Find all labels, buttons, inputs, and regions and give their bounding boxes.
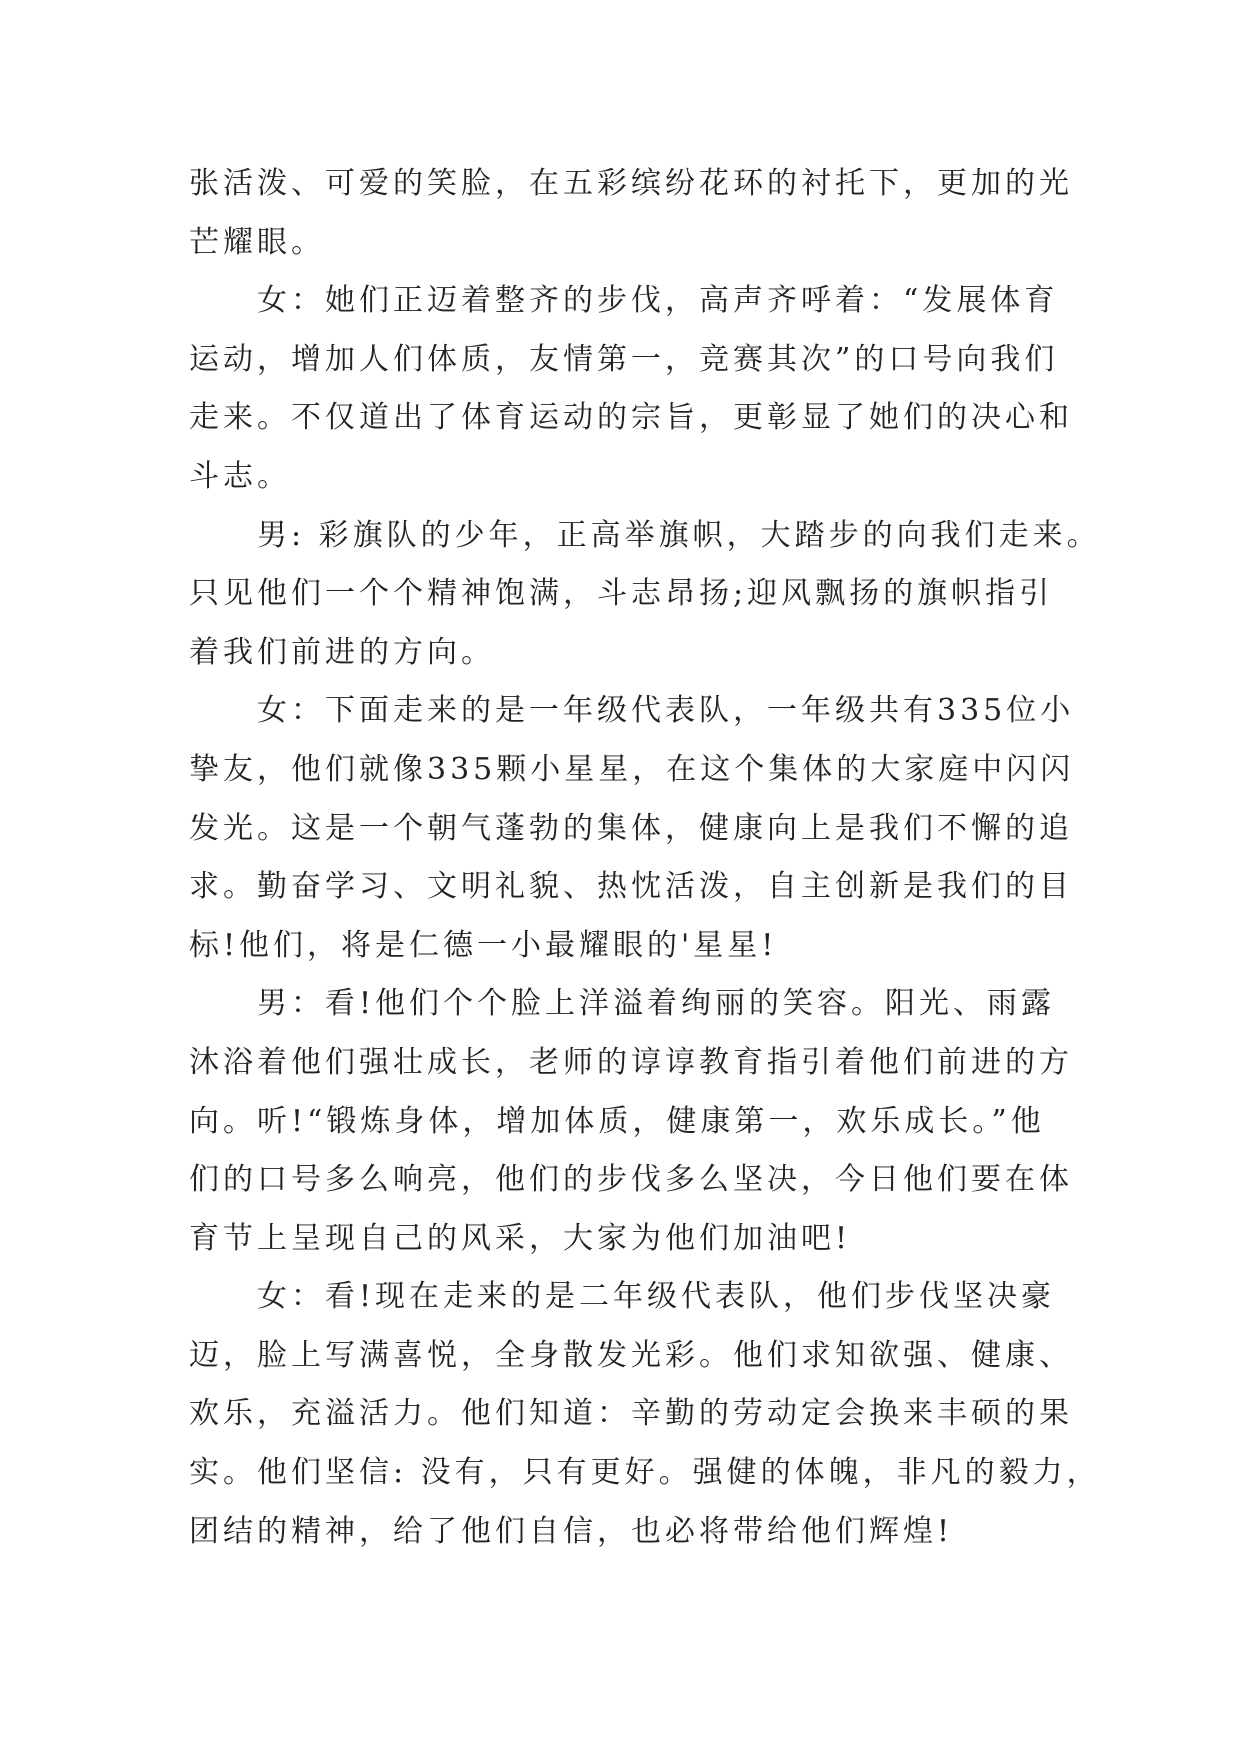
text-line: 挚友，他们就像335颗小星星，在这个集体的大家庭中闪闪 — [189, 751, 1075, 787]
text-line: 斗志。 — [189, 458, 291, 494]
paragraph-start-line: 男: 彩旗队的少年，正高举旗帜，大踏步的向我们走来。 — [257, 517, 1101, 553]
text-line: 迈，脸上写满喜悦，全身散发光彩。他们求知欲强、健康、 — [189, 1337, 1073, 1373]
text-line: 只见他们一个个精神饱满，斗志昂扬;迎风飘扬的旗帜指引 — [189, 576, 1054, 612]
text-line: 实。他们坚信: 没有，只有更好。强健的体魄，非凡的毅力， — [189, 1455, 1101, 1491]
text-line: 张活泼、可爱的笑脸，在五彩缤纷花环的衬托下，更加的光 — [189, 166, 1073, 201]
paragraph-start-line: 男：看!他们个个脸上洋溢着绚丽的笑容。阳光、雨露 — [257, 986, 1056, 1022]
paragraph-start-line: 女：她们正迈着整齐的步伐，高声齐呼着：“发展体育 — [257, 283, 1059, 319]
text-line: 芒耀眼。 — [189, 224, 325, 260]
text-line: 发光。这是一个朝气蓬勃的集体，健康向上是我们不懈的追 — [189, 810, 1073, 846]
text-line: 育节上呈现自己的风采，大家为他们加油吧! — [189, 1220, 852, 1256]
text-line: 团结的精神，给了他们自信，也必将带给他们辉煌! — [189, 1513, 954, 1549]
paragraph-start-line: 女：看!现在走来的是二年级代表队，他们步伐坚决豪 — [257, 1279, 1056, 1315]
text-line: 欢乐，充溢活力。他们知道：辛勤的劳动定会换来丰硕的果 — [189, 1396, 1073, 1432]
text-line: 们的口号多么响亮，他们的步伐多么坚决，今日他们要在体 — [189, 1162, 1073, 1198]
text-line: 求。勤奋学习、文明礼貌、热忱活泼，自主创新是我们的目 — [189, 869, 1073, 905]
text-line: 标!他们，将是仁德一小最耀眼的'星星! — [189, 927, 778, 963]
paragraph-start-line: 女：下面走来的是一年级代表队，一年级共有335位小 — [257, 693, 1075, 729]
text-line: 沐浴着他们强壮成长，老师的谆谆教育指引着他们前进的方 — [189, 1044, 1073, 1080]
text-line: 向。听!“锻炼身体，增加体质，健康第一，欢乐成长。”他 — [189, 1103, 1045, 1139]
text-line: 着我们前进的方向。 — [189, 634, 495, 670]
text-line: 运动，增加人们体质，友情第一，竞赛其次”的口号向我们 — [189, 341, 1059, 377]
document-body — [189, 155, 1101, 1561]
text-line: 走来。不仅道出了体育运动的宗旨，更彰显了她们的决心和 — [189, 400, 1073, 436]
